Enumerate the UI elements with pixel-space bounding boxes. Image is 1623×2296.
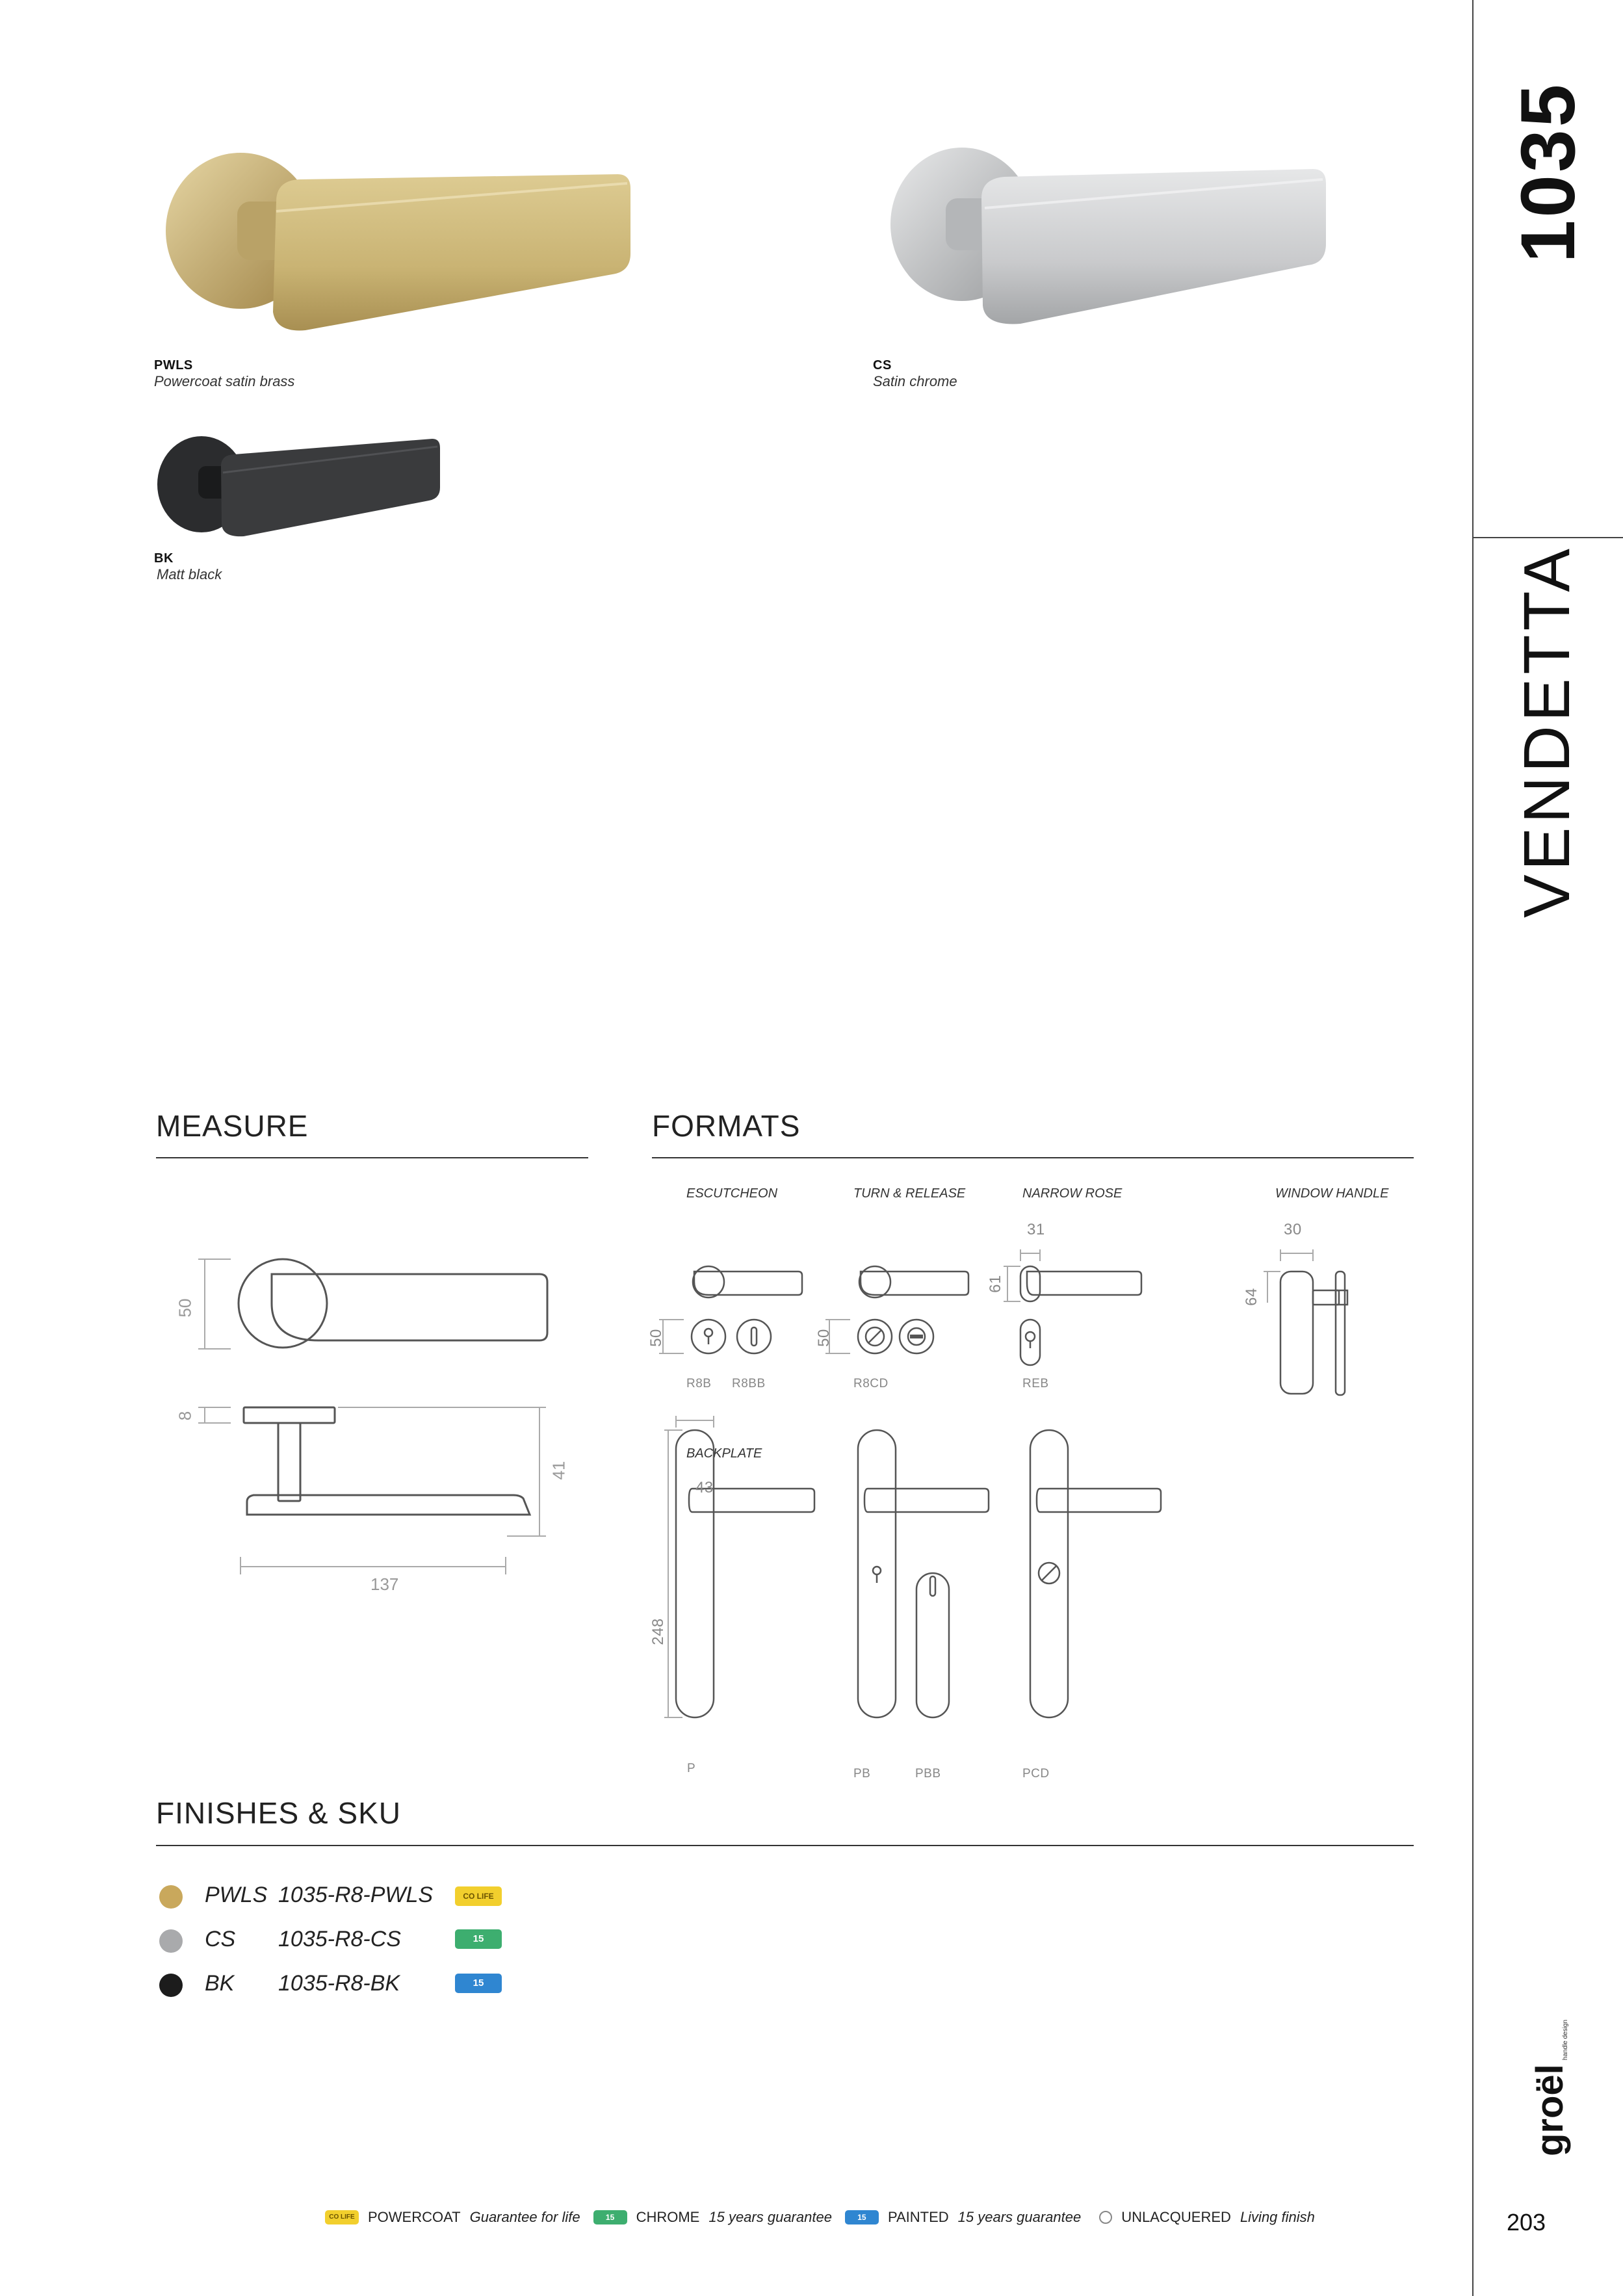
finish-code: CS — [205, 1927, 236, 1951]
product-finish-name: Matt black — [157, 566, 222, 582]
formats-rule — [652, 1157, 1414, 1158]
finish-sku: 1035-R8-CS — [278, 1927, 401, 1951]
finish-code: BK — [205, 1971, 235, 1996]
format-window-handle-label: WINDOW HANDLE — [1275, 1186, 1389, 1201]
format-escutcheon-label: ESCUTCHEON — [686, 1186, 778, 1201]
product-code: CS — [873, 358, 892, 372]
powercoat-desc: Guarantee for life — [469, 2209, 580, 2225]
finish-row-pwls — [159, 1885, 549, 1916]
footer-legend — [325, 2209, 1315, 2226]
unlacquered-desc: Living finish — [1240, 2209, 1315, 2225]
product-caption-bk — [154, 551, 222, 583]
chrome-badge: 15 — [593, 2210, 627, 2224]
chrome-label: CHROME — [636, 2209, 700, 2225]
painted-desc: 15 years guarantee — [957, 2209, 1082, 2225]
sidebar-separator — [1474, 537, 1623, 538]
backplate-code-p: P — [687, 1762, 696, 1775]
unlacquered-icon — [1099, 2211, 1112, 2224]
format-backplate-label: BACKPLATE — [686, 1446, 762, 1461]
format-narrow-rose-label: NARROW ROSE — [1022, 1186, 1123, 1201]
escutcheon-code-r8bb: R8BB — [732, 1377, 766, 1390]
product-caption-pwls — [154, 358, 294, 390]
backplate-code-pcd: PCD — [1022, 1767, 1050, 1781]
powercoat-label: POWERCOAT — [368, 2209, 461, 2225]
chrome-desc: 15 years guarantee — [708, 2209, 832, 2225]
finish-sku: 1035-R8-BK — [278, 1971, 400, 1996]
format-turn-release-label: TURN & RELEASE — [853, 1186, 966, 1201]
finish-code: PWLS — [205, 1883, 268, 1907]
powercoat-badge: CO LIFE — [325, 2210, 359, 2224]
sidebar-divider — [1472, 0, 1474, 2296]
product-image-pwls — [149, 124, 650, 345]
guarantee-badge: 15 — [455, 1929, 502, 1949]
finish-row-cs — [159, 1929, 549, 1961]
window-handle-dim-w: 30 — [1284, 1221, 1302, 1238]
formats-drawing — [643, 1209, 1410, 1755]
guarantee-badge: CO LIFE — [455, 1886, 502, 1906]
guarantee-badge: 15 — [455, 1974, 502, 1993]
product-caption-cs — [873, 358, 957, 390]
measure-title: MEASURE — [156, 1109, 309, 1143]
finish-sku: 1035-R8-PWLS — [278, 1883, 434, 1907]
formats-title: FORMATS — [652, 1109, 801, 1143]
escutcheon-code-r8b: R8B — [686, 1377, 712, 1390]
narrow-rose-code-reb: REB — [1022, 1377, 1049, 1390]
color-swatch — [159, 1929, 183, 1953]
dim-length: 137 — [370, 1574, 399, 1594]
product-code: BK — [154, 551, 174, 566]
turn-release-code-r8cd: R8CD — [853, 1377, 889, 1390]
product-image-bk — [153, 426, 452, 549]
finishes-rule — [156, 1845, 1414, 1846]
measure-rule — [156, 1157, 588, 1158]
narrow-rose-dim-w: 31 — [1027, 1221, 1045, 1238]
product-image-cs — [871, 124, 1436, 345]
product-finish-name: Powercoat satin brass — [154, 373, 295, 389]
color-swatch — [159, 1974, 183, 1997]
measure-drawing — [156, 1235, 598, 1612]
finishes-title: FINISHES & SKU — [156, 1796, 401, 1830]
painted-badge: 15 — [845, 2210, 879, 2224]
page-number: 203 — [1507, 2209, 1546, 2236]
painted-label: PAINTED — [887, 2209, 949, 2225]
product-finish-name: Satin chrome — [873, 373, 957, 389]
color-swatch — [159, 1885, 183, 1909]
unlacquered-label: UNLACQUERED — [1121, 2209, 1231, 2225]
backplate-dim-w: 43 — [695, 1479, 714, 1496]
backplate-code-pbb: PBB — [915, 1767, 941, 1781]
backplate-code-pb: PB — [853, 1767, 871, 1781]
finish-row-bk — [159, 1971, 549, 2005]
product-code: PWLS — [154, 358, 193, 372]
